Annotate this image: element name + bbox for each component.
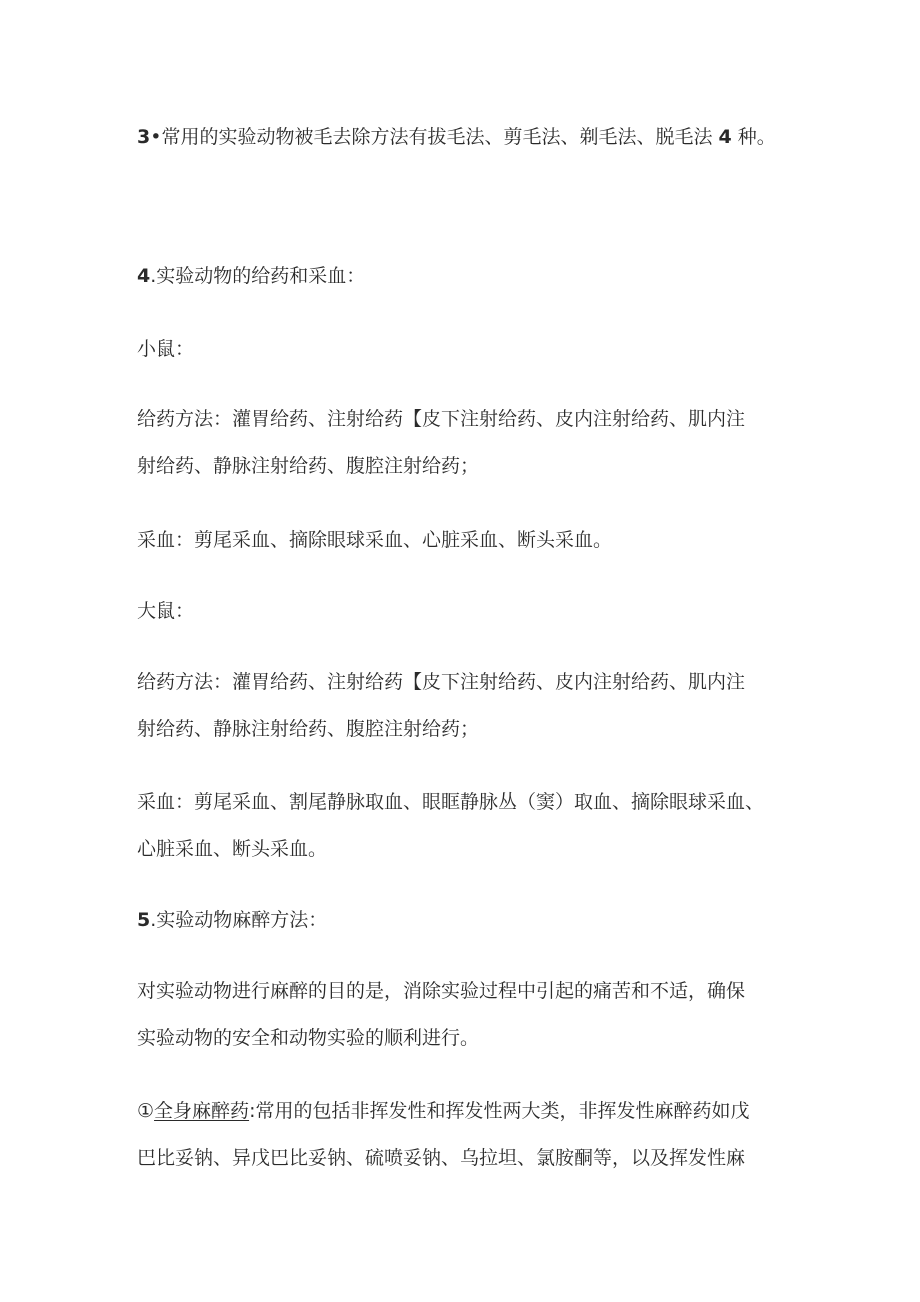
- purpose-line-1: 对实验动物进行麻醉的目的是，消除实验过程中引起的痛苦和不适，确保: [137, 980, 746, 1002]
- general-anesthetic-term: 全身麻醉药: [154, 1100, 250, 1122]
- item-number: 4: [137, 265, 151, 287]
- mouse-blood: 采血：剪尾采血、摘除眼球采血、心脏采血、断头采血。: [137, 529, 613, 551]
- mouse-drug-line-2: 射给药、静脉注射给药、腹腔注射给药；: [137, 455, 480, 477]
- heading-text: .实验动物的给药和采血：: [150, 265, 366, 287]
- circled-marker: ①: [137, 1100, 155, 1122]
- paragraph-tail: 种。: [737, 126, 776, 148]
- general-anesthetic-line-1: [137, 1088, 817, 1135]
- heading-drug-and-blood: [137, 253, 817, 300]
- general-anesthetic-line-2: 巴比妥钠、异戊巴比妥钠、硫喷妥钠、乌拉坦、氯胺酮等，以及挥发性麻: [137, 1147, 746, 1169]
- item-number: 5: [137, 909, 151, 931]
- count-number: 4: [718, 126, 732, 148]
- paragraph-hair-removal: [137, 114, 817, 161]
- rat-drug-line-2: 射给药、静脉注射给药、腹腔注射给药；: [137, 718, 480, 740]
- rat-blood-line-2: 心脏采血、断头采血。: [137, 838, 328, 860]
- general-anesthetic-text: :常用的包括非挥发性和挥发性两大类，非挥发性麻醉药如戊: [249, 1100, 750, 1122]
- item-number: 3: [137, 126, 151, 148]
- rat-blood-line-1: 采血：剪尾采血、割尾静脉取血、眼眶静脉丛（窦）取血、摘除眼球采血、: [137, 791, 765, 813]
- rat-drug-line-1: 给药方法：灌胃给药、注射给药【皮下注射给药、皮内注射给药、肌内注: [137, 671, 746, 693]
- heading-anesthesia: [137, 897, 817, 944]
- purpose-line-2: 实验动物的安全和动物实验的顺利进行。: [137, 1027, 480, 1049]
- mouse-drug-line-1: 给药方法：灌胃给药、注射给药【皮下注射给药、皮内注射给药、肌内注: [137, 408, 746, 430]
- heading-text: .实验动物麻醉方法：: [150, 909, 328, 931]
- mouse-heading: 小鼠：: [137, 338, 195, 360]
- rat-heading: 大鼠：: [137, 600, 195, 622]
- paragraph-text: •常用的实验动物被毛去除方法有拔毛法、剪毛法、剃毛法、脱毛法: [150, 126, 713, 148]
